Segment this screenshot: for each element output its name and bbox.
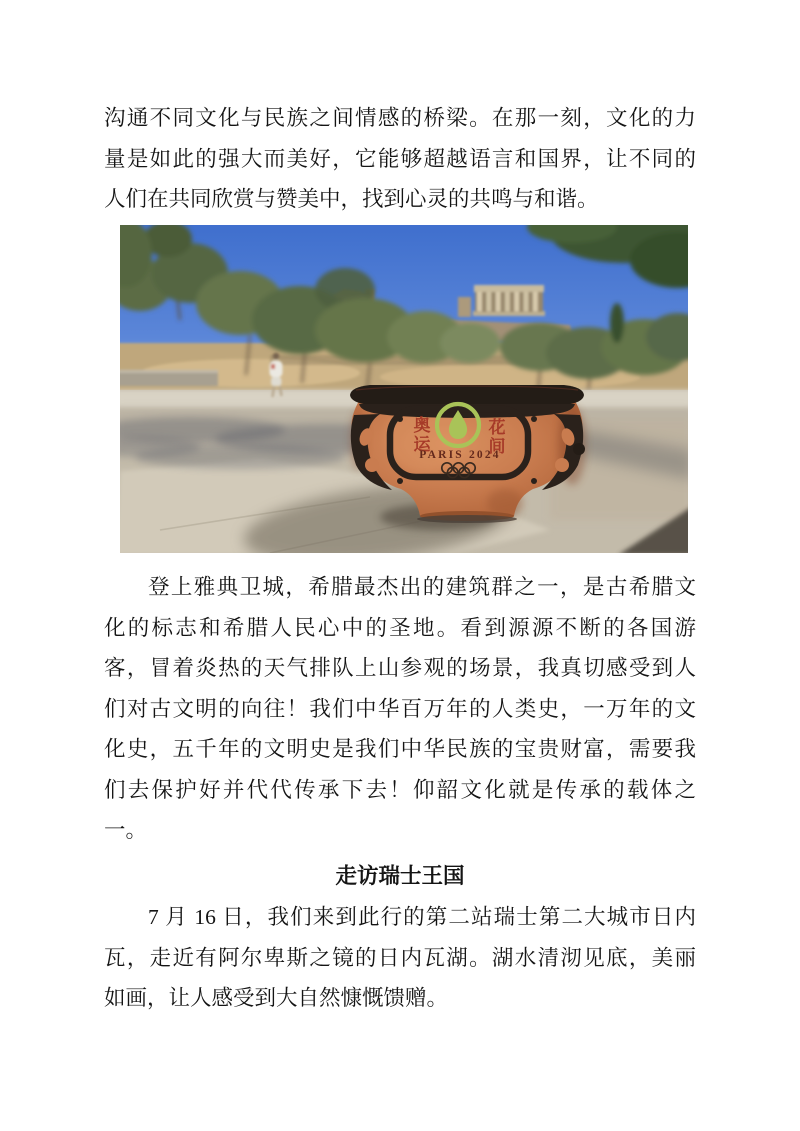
- text-line: 量是如此的强大而美好，它能够超越语言和国界，让不同的: [104, 146, 696, 171]
- photo-paris2024-pot-acropolis: [120, 225, 688, 553]
- paragraph-culture-bridge: [104, 98, 696, 220]
- text-line: 一。: [104, 818, 148, 842]
- text-line: 客，冒着炎热的天气排队上山参观的场景，我真切感受到人: [104, 656, 696, 680]
- text-line: 们去保护好并代代传承下去！仰韶文化就是传承的载体之: [104, 777, 696, 802]
- photo-canvas: [120, 225, 688, 553]
- text-line: 沟通不同文化与民族之间情感的桥梁。在那一刻，文化的力: [104, 106, 696, 130]
- cypress-tree: [610, 303, 624, 343]
- text-line: 如画，让人感受到大自然慷慨馈赠。: [104, 986, 449, 1010]
- paragraph-geneva-visit: [104, 897, 696, 1019]
- section-heading-switzerland: 走访瑞士王国: [335, 864, 465, 888]
- stone-wall: [120, 371, 218, 386]
- text-line: 化史，五千年的文明史是我们中华民族的宝贵财富，需要我: [104, 737, 696, 761]
- text-line: 们对古文明的向往！我们中华百万年的人类史，一万年的文: [104, 696, 696, 721]
- pot-label-left: 奥运: [413, 416, 431, 454]
- pot-brand-text: PARIS 2024: [419, 449, 501, 461]
- text-line: 化的标志和希腊人民心中的圣地。看到源源不断的各国游: [104, 615, 696, 640]
- paragraph-acropolis-visit: [104, 567, 696, 851]
- text-line: 瓦，走近有阿尔卑斯之镜的日内瓦湖。湖水清沏见底，美丽: [104, 945, 696, 970]
- pot-label-right: 花间: [488, 418, 506, 456]
- text-line: 7 月 16 日，我们来到此行的第二站瑞士第二大城市日内: [148, 905, 696, 929]
- text-line: 登上雅典卫城，希腊最杰出的建筑群之一，是古希腊文: [148, 575, 696, 599]
- text-line: 人们在共同欣赏与赞美中，找到心灵的共鸣与和谐。: [104, 187, 599, 211]
